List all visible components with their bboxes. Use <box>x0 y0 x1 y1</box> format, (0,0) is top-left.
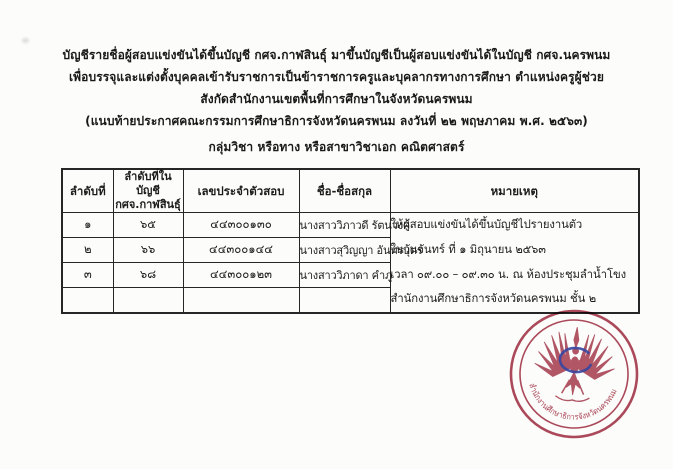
cell-name <box>299 288 390 313</box>
col-header-no-in-list-line1: ลำดับที่ในบัญชี <box>124 170 172 197</box>
official-seal-stamp <box>483 283 664 464</box>
title-line-3: สังกัดสำนักงานเขตพื้นที่การศึกษาในจังหวัดนครพนม <box>200 92 473 106</box>
cell-no-in-list: ๖๘ <box>113 263 183 288</box>
garuda-icon <box>532 324 617 403</box>
cell-no: ๒ <box>62 238 113 263</box>
col-header-no-in-list-line2: กศจ.กาฬสินธุ์ <box>115 198 181 211</box>
cell-name: นางสาววิภาวดี รัตนวงค์ <box>299 213 390 238</box>
col-header-no: ลำดับที่ <box>62 169 113 213</box>
remark-line-3: เวลา ๐๙.๐๐ – ๐๙.๓๐ น. ณ ห้องประชุมลำน้ำโขง <box>390 267 626 281</box>
cell-exam-id: ๔๔๓๐๐๑๓๐ <box>183 213 299 238</box>
col-header-no-in-list <box>113 169 183 213</box>
title-line-1: บัญชีรายชื่อผู้สอบแข่งขันได้ขึ้นบัญชี กศจ.กาฬสินธุ์ มาขึ้นบัญชีเป็นผู้สอบแข่งขันได้ในบัญชี กศจ.นครพนม <box>62 48 611 62</box>
col-header-name: ชื่อ-ชื่อสกุล <box>299 169 390 213</box>
cell-exam-id <box>183 288 299 313</box>
cell-no: ๑ <box>62 213 113 238</box>
cell-no-in-list <box>113 288 183 313</box>
remark-line-4: สำนักงานศึกษาธิการจังหวัดนครพนม ชั้น ๒ <box>390 292 597 306</box>
cell-no-in-list: ๖๕ <box>113 213 183 238</box>
stamp-text: สำนักงานศึกษาธิการจังหวัดนครพนม <box>527 381 619 422</box>
col-header-exam-id: เลขประจำตัวสอบ <box>183 169 299 213</box>
title-line-4: (แนบท้ายประกาศคณะกรรมการศึกษาธิการจังหวัดนครพนม ลงวันที่ ๒๒ พฤษภาคม พ.ศ. ๒๕๖๓) <box>85 114 588 128</box>
table-header-row <box>62 169 639 213</box>
cell-no <box>62 288 113 313</box>
cell-name: นางสาววิภาดา คำภู <box>299 263 390 288</box>
cell-exam-id: ๔๔๓๐๐๑๔๔ <box>183 238 299 263</box>
remark-line-2: ในวันจันทร์ ที่ ๑ มิถุนายน ๒๕๖๓ <box>390 242 546 256</box>
cell-name: นางสาวสุวิญญา อันทรบุตร <box>299 238 390 263</box>
cell-no: ๓ <box>62 263 113 288</box>
table-row <box>62 213 639 238</box>
cell-no-in-list: ๖๖ <box>113 238 183 263</box>
document-header <box>0 44 673 158</box>
seal-svg <box>483 283 664 464</box>
title-line-2: เพื่อบรรจุและแต่งตั้งบุคคลเข้ารับราชการเป็นข้าราชการครูและบุคลากรทางการศึกษา ตำแหน่งครูผู้ช่วย <box>68 70 605 84</box>
subject-group-line: กลุ่มวิชา หรือทาง หรือสาขาวิชาเอก คณิตศาสตร์ <box>208 140 465 154</box>
remark-line-1: ให้ผู้สอบแข่งขันได้ขึ้นบัญชีไปรายงานตัว <box>390 218 583 231</box>
cell-exam-id: ๔๔๓๐๐๑๒๓ <box>183 263 299 288</box>
col-header-remark: หมายเหตุ <box>390 169 639 213</box>
